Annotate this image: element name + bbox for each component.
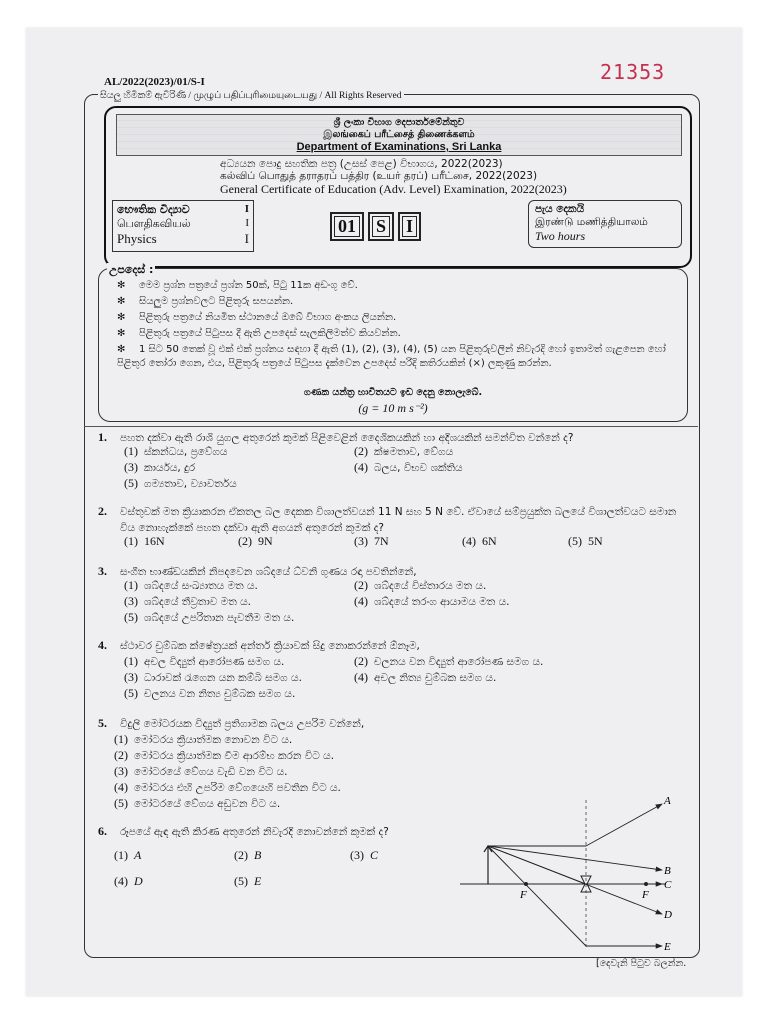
incident-ray-lower (488, 846, 586, 946)
asterisk-icon: ✻ (117, 344, 126, 355)
option-4[interactable]: (4) ශබ්දයේ තරංග ආයාමය මත ය. (354, 594, 510, 608)
option-4[interactable]: (4) D (114, 874, 143, 888)
focus-label-right: F (642, 889, 649, 901)
option-1[interactable]: (1) A (114, 848, 142, 862)
department-tamil: இலங்கைப் பரீட்சைத் திணைக்களம் (323, 129, 475, 140)
asterisk-icon: ✻ (117, 328, 126, 339)
subject-box (112, 200, 254, 252)
question-number: 1. (98, 430, 107, 444)
question-text: ස්ථාවර චුම්බක ක්ෂේත්‍රයක් අන්තර් ක්‍රියාවක් සිදු නොකරන්නේ ඕනෑම, (120, 640, 420, 652)
option-1[interactable]: (1) අචල විද්‍යුත් ආරෝපණ සමග ය. (124, 654, 285, 668)
option-2[interactable]: (2) ශබ්දයේ විස්තාරය මත ය. (354, 578, 487, 592)
question-6 (98, 824, 458, 894)
question-number: 5. (98, 716, 107, 730)
ray-label-d: D (664, 909, 672, 921)
asterisk-icon: ✻ (117, 280, 126, 291)
option-1[interactable]: (1) ස්කන්ධය, ප්‍රවේගය (124, 444, 228, 458)
question-number: 6. (98, 824, 107, 838)
rights-notice: සියලු හිමිකම් ඇවිරිණි / முழுப் பதிப்புரிமையுடையது / All Rights Reserved (100, 91, 402, 101)
subject-english-row (117, 231, 249, 247)
option-3[interactable]: (3) ධාරාවක් රැගෙන යන කම්බි සමග ය. (124, 670, 302, 684)
option-5[interactable]: (5) E (234, 874, 262, 888)
question-text: වස්තුවක් මත ක්‍රියාකරන ඒකතල බල දෙකක විශාලත්වයන් 11 N සහ 5 N වේ. ඒවායේ සම්ප්‍රයුක්ත බලයේ විශාලත්වයට සමාන විය නොහැක්කේ පහත දක්වා ඇති අගයන් අතුරෙන් කුමක් ද? (120, 506, 677, 534)
option-2[interactable]: (2) 9N (238, 534, 273, 548)
option-2[interactable]: (2) ක්ෂමතාව, වේගය (354, 444, 454, 458)
instructions-title: උපදෙස් : (109, 263, 154, 276)
option-5[interactable]: (5) මෝටරයේ වේගය අඩුවන විට ය. (114, 796, 281, 810)
ray-a (586, 804, 662, 846)
instruction-item: ✻ පිළිතුරු පත්‍රයේ නියමිත ස්ථානයේ ඔබේ විභාග අංකය ලියන්න. (117, 312, 397, 323)
paper-code: AL/2022(2023)/01/S-I (104, 76, 205, 88)
ray-label-e: E (664, 941, 671, 953)
code-box: S (368, 212, 394, 241)
option-5[interactable]: (5) චලනය වන නිත්‍ය චුම්බක සමග ය. (124, 686, 296, 700)
question-number: 3. (98, 564, 107, 578)
question-number: 2. (98, 504, 107, 518)
subject-code-boxes (330, 212, 425, 241)
question-3 (98, 564, 694, 628)
instruction-item: ✻ මෙම ප්‍රශ්න පත්‍රයේ ප්‍රශ්න 50ක්, පිටු 11ක අඩංගු වේ. (117, 280, 358, 291)
department-english: Department of Examinations, Sri Lanka (296, 141, 502, 153)
question-4 (98, 638, 694, 702)
duration-sinhala: පැය දෙකයි (535, 203, 585, 215)
option-3[interactable]: (3) 7N (354, 534, 389, 548)
exam-title-english: General Certificate of Education (Adv. Level) Examination, 2022(2023) (220, 182, 567, 196)
option-2[interactable]: (2) B (234, 848, 262, 862)
question-text: පහත දක්වා ඇති රාශි යුගල අතුරෙන් කුමක් පිළිවෙළින් දෛශිකයකින් හා අදිශයකින් සමන්විත වන්නේ ද? (120, 432, 574, 444)
instruction-item: ✻ පිළිතුරු පත්‍රයේ පිටුපස දී ඇති උපදෙස් සැලකිලිමත්ව කියවන්න. (117, 328, 401, 339)
option-1[interactable]: (1) ශබ්දයේ සංඛ්‍යාතය මත ය. (124, 578, 258, 592)
gravity-value: (g = 10 m s⁻²) (358, 401, 428, 415)
option-4[interactable]: (4) අචල නිත්‍ය චුම්බක සමග ය. (354, 670, 497, 684)
option-1[interactable]: (1) මෝටරය ක්‍රියාත්මක නොවන විට ය. (114, 732, 293, 746)
question-text: සංගීත භාණ්ඩයකින් නිපදවෙන ශබ්දයේ ධ්වනි ගුණය රඳා පවතින්නේ, (120, 566, 417, 578)
question-1 (98, 430, 694, 494)
instruction-item: ✻ සියලුම ප්‍රශ්නවලට පිළිතුරු සපයන්න. (117, 296, 294, 307)
exam-title-tamil: கல்விப் பொதுத் தராதரப் பத்திர (உயர் தரப்) பரீட்சை, 2022(2023) (220, 170, 538, 182)
question-number: 4. (98, 638, 107, 652)
exam-title-sinhala: අධ්‍යයන පොදු සහතික පත්‍ර (උසස් පෙළ) විභාගය, 2022(2023) (220, 158, 503, 170)
department-sinhala: ශ්‍රී ලංකා විභාග දෙපාර්තමේන්තුව (333, 117, 465, 128)
subject-tamil-row (117, 217, 249, 232)
option-2[interactable]: (2) මෝටරය ක්‍රියාත්මක වීම ආරම්භ කරන විට ය. (114, 748, 335, 762)
question-text: විදුලි මෝටරයක විද්‍යුත් ප්‍රතිගාමක බලය උපරිම වන්නේ, (120, 718, 365, 730)
subject-part: I (244, 203, 249, 215)
option-4[interactable]: (4) බලය, විභව ශක්තිය (354, 460, 463, 474)
option-3[interactable]: (3) කාර්යය, දුර (124, 460, 196, 474)
lens-ray-diagram (456, 790, 692, 956)
calculator-notice: ගණක යන්ත්‍ර භාවිතයට ඉඩ දෙනු නොලැබේ. (303, 387, 483, 398)
option-4[interactable]: (4) මෝටරය එහි උපරිම වේගයෙහි පවතින විට ය. (114, 780, 341, 794)
subject-part: I (245, 217, 249, 229)
exam-header (104, 106, 692, 268)
duration-english: Two hours (535, 229, 586, 243)
question-2 (98, 504, 694, 560)
option-5[interactable]: (5) ශබ්දයේ උපරිතාන පැවතීම මත ය. (124, 610, 295, 624)
option-3[interactable]: (3) ශබ්දයේ තීව්‍රතාව මත ය. (124, 594, 251, 608)
option-4[interactable]: (4) 6N (462, 534, 497, 548)
ray-label-c: C (664, 879, 672, 891)
subject-sinhala-row (117, 203, 249, 217)
subject-part: I (244, 231, 249, 246)
asterisk-icon: ✻ (117, 296, 126, 307)
ray-label-a: A (664, 795, 671, 807)
option-5[interactable]: (5) ගම්‍යතාව, ව්‍යාවර්තය (124, 476, 237, 490)
code-box: 01 (330, 212, 364, 241)
focus-label-left: F (520, 889, 527, 901)
divider (84, 426, 698, 427)
subject-english: Physics (117, 231, 157, 246)
duration-tamil: இரண்டு மணித்தியாலம் (535, 216, 648, 228)
option-2[interactable]: (2) චලනය වන විද්‍යුත් ආරෝපණ සමග ය. (354, 654, 544, 668)
instruction-item: ✻ 1 සිට 50 තෙක් වූ එක් එක් ප්‍රශ්නය සඳහා දී ඇති (1), (2), (3), (4), (5) යන පිළිතුරුවලින් නිවැරදි හෝ ඉතාමත් ගැළපෙන හෝ පිළිතුර තෝරා ගෙන, එය, පිළිතුරු පත්‍රයේ පිටුපස දැක්වෙන උපදෙස් පරිදි කතිරයකින් (×) ලකුණු කරන්න. (117, 344, 666, 369)
option-3[interactable]: (3) මෝටරයේ වේගය වැඩි වන විට ය. (114, 764, 288, 778)
code-box: I (398, 212, 421, 241)
subject-sinhala: භෞතික විද්‍යාව (117, 203, 190, 216)
subject-tamil: பௌதிகவியல் (117, 217, 191, 230)
ray-label-b: B (664, 865, 671, 877)
duration-box (528, 200, 682, 248)
option-3[interactable]: (3) C (350, 848, 379, 862)
option-1[interactable]: (1) 16N (124, 534, 165, 548)
ray-d (488, 846, 662, 914)
option-5[interactable]: (5) 5N (568, 534, 603, 548)
instructions-box (98, 263, 688, 422)
next-page-note: [දෙවැනි පිටුව බලන්න. (596, 958, 687, 969)
department-banner (116, 114, 682, 156)
serial-number: 21353 (600, 60, 666, 84)
ray-b (488, 846, 662, 870)
asterisk-icon: ✻ (117, 312, 126, 323)
question-text: රූපයේ ඇඳ ඇති කිරණ අතුරෙන් නිවැරදි නොවන්නේ කුමක් ද? (120, 826, 389, 838)
